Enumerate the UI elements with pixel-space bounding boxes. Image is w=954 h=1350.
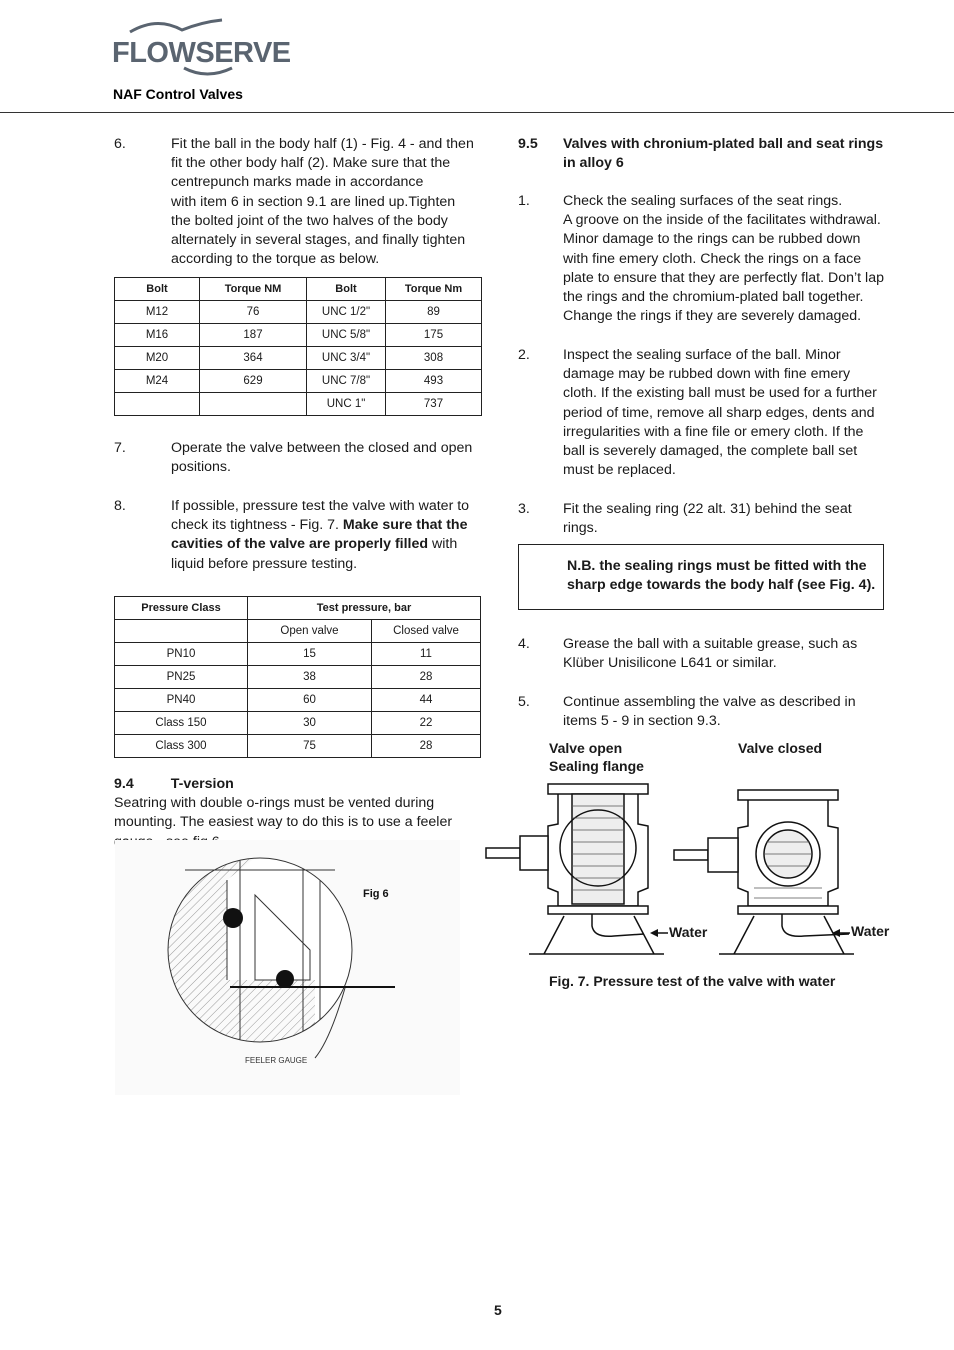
svg-text:FEELER GAUGE: FEELER GAUGE [245, 1056, 308, 1065]
torque-table: Bolt Torque NM Bolt Torque Nm M12 76 UNC 1/2" 89 M16 187 UNC 5/8" 175 M20 364 UNC 3/4" 308 M24 629 UNC 7/8" 493 UNC 1" 737 [114, 277, 482, 416]
table-row: Class 150 30 22 [115, 712, 481, 735]
water-label-left: Water [669, 924, 708, 940]
fig7-caption: Fig. 7. Pressure test of the valve with water [549, 973, 836, 989]
doc-subtitle: NAF Control Valves [113, 86, 243, 102]
page-number: 5 [494, 1302, 502, 1318]
table-row: Open valve Closed valve [115, 620, 481, 643]
table-row: M16 187 UNC 5/8" 175 [115, 324, 482, 347]
table-row: PN25 38 28 [115, 666, 481, 689]
table-row: PN40 60 44 [115, 689, 481, 712]
sealing-flange-label: Sealing flange [549, 758, 644, 774]
table-row: UNC 1" 737 [115, 393, 482, 416]
fig6-feeler-gauge-drawing [115, 840, 460, 1095]
nb-note-box: N.B. the sealing rings must be fitted with the sharp edge towards the body half (see Fig. 4). [518, 544, 884, 610]
flowserve-logo [112, 18, 291, 80]
section-9-4: 9.4 T-version Seatring with double o-rings must be vented during mounting. The easiest way to do this is to use a feeler [114, 776, 453, 831]
table-row: Class 300 75 28 [115, 735, 481, 758]
water-label-right: Water [851, 923, 890, 939]
table-row: M24 629 UNC 7/8" 493 [115, 370, 482, 393]
pressure-table: Pressure Class Test pressure, bar Open valve Closed valve PN10 15 11 PN25 38 28 PN40 60 44 Class 150 30 22 Class 300 75 28 [114, 596, 481, 758]
table-row: M20 364 UNC 3/4" 308 [115, 347, 482, 370]
valve-closed-label: Valve closed [738, 740, 823, 756]
table-row: M12 76 UNC 1/2" 89 [115, 301, 482, 324]
header-rule [0, 112, 954, 113]
table-row: PN10 15 11 [115, 643, 481, 666]
brand-name: FLOWSERVE [112, 37, 291, 69]
valve-open-label: Valve open [549, 740, 623, 756]
svg-text:Fig 6: Fig 6 [363, 888, 389, 900]
section-9-5-heading: 9.5 Valves with chronium-plated ball and seat rings in alloy 6 [518, 136, 884, 172]
